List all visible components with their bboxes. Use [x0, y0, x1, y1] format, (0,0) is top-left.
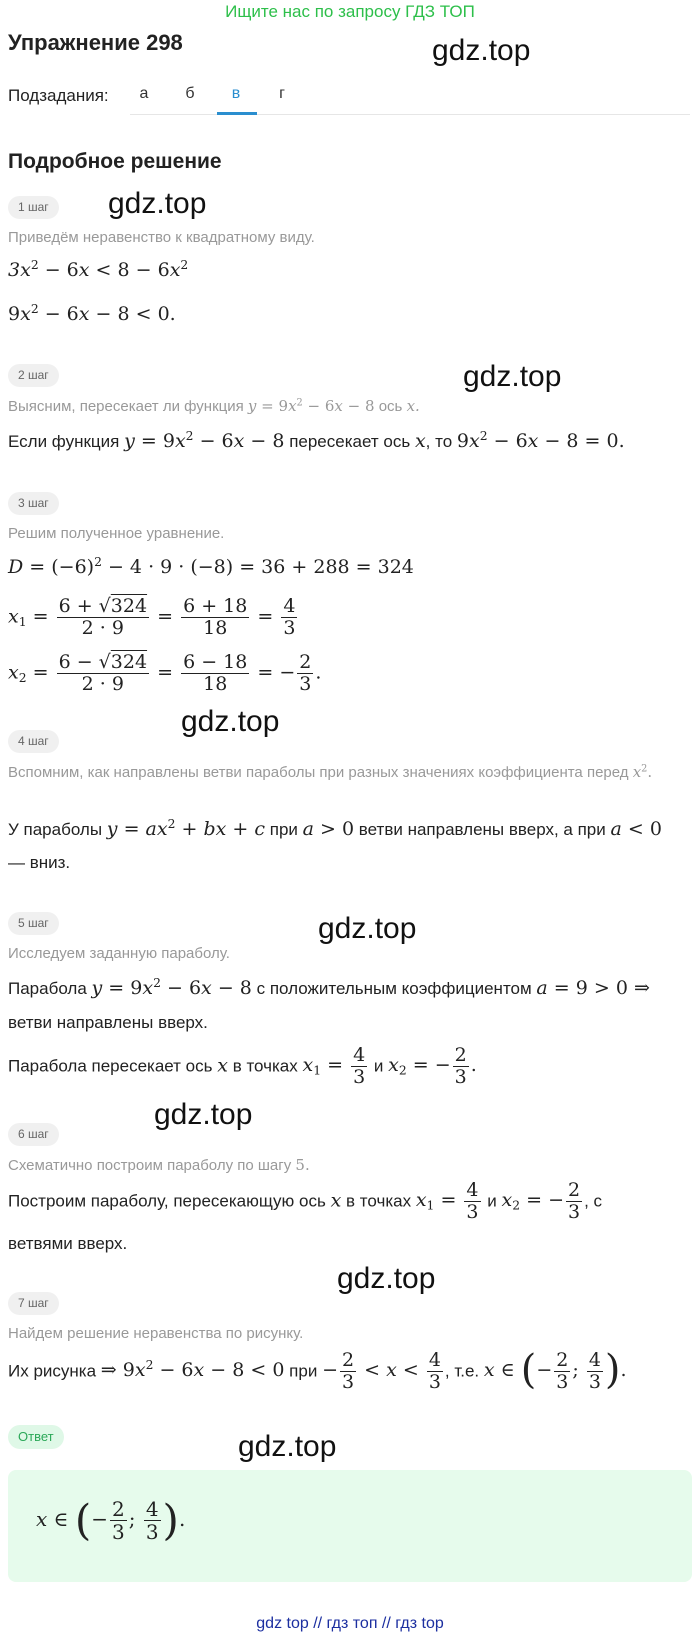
text-fragment: Их рисунка	[8, 1361, 97, 1381]
text-fragment: Парабола пересекает ось	[8, 1056, 213, 1076]
watermark: gdz.top	[181, 705, 280, 738]
text-fragment: , то	[425, 432, 453, 451]
tab-a[interactable]: а	[139, 85, 149, 102]
text-line: Их рисунка ⇒ $9x^2 - 6x - 8 < 0$ при − $\frac{2}{3}$ < x < $\frac{4}{3}$ , т.е. x ∈ (− $\frac{2}{3}$ ; $\frac{4}{3}$ ).	[8, 1347, 627, 1394]
step-badge: 6 шаг	[8, 1123, 59, 1146]
search-banner: Ищите нас по запросу ГДЗ ТОП	[225, 2, 475, 21]
text-fragment: Если функция	[8, 432, 120, 451]
math-line: $x_1$ = $\frac{6 + √324}{2 \cdot 9}$ = $\frac{6 + 18}{18}$ = $\frac{4}{3}$	[8, 595, 296, 639]
step-description: Найдем решение неравенства по рисунку.	[8, 1325, 304, 1342]
text-line: Парабола пересекает ось x в точках $x_1$ = $\frac{4}{3}$ и $x_2$ = − $\frac{2}{3}$ .	[8, 1044, 477, 1088]
step-text: ось	[378, 398, 403, 415]
active-tab-indicator	[217, 112, 257, 115]
tab-v[interactable]: в	[231, 85, 241, 102]
math-line: $9x^2 - 6x - 8 < 0$.	[8, 302, 176, 325]
text-line: Построим параболу, пересекающую ось x в точках $x_1$ = $\frac{4}{3}$ и $x_2$ = − $\frac{2}{3}$ , с	[8, 1179, 603, 1223]
footer-links[interactable]: gdz top // гдз топ // гдз top	[256, 1615, 444, 1632]
watermark: gdz.top	[432, 34, 531, 67]
page-title: Упражнение 298	[8, 30, 183, 55]
subtask-tabs	[130, 80, 690, 115]
answer-box	[8, 1470, 692, 1582]
step-ref: 5.	[295, 1156, 310, 1174]
step-description	[8, 1156, 698, 1174]
answer-formula: x ∈ (− $\frac{2}{3}$ ; $\frac{4}{3}$ ).	[36, 1495, 186, 1545]
watermark: gdz.top	[238, 1430, 337, 1463]
text-line: ветви направлены вверх.	[8, 1013, 208, 1032]
step-badge: 2 шаг	[8, 364, 59, 387]
tab-g[interactable]: г	[279, 85, 285, 102]
text-line: ветвями вверх.	[8, 1234, 128, 1253]
text-fragment: в точках	[232, 1056, 298, 1076]
text-fragment: с положительным коэффициентом	[256, 979, 532, 998]
text-line: — вниз.	[8, 853, 71, 872]
step-description: Вспомним, как направлены ветви параболы при разных значениях коэффициента перед $x^2$.	[8, 763, 653, 781]
subtasks-label: Подзадания:	[8, 86, 109, 105]
text-fragment: в точках	[346, 1191, 412, 1211]
step-description: Исследуем заданную параболу.	[8, 945, 230, 962]
text-fragment: и	[487, 1191, 497, 1211]
watermark: gdz.top	[463, 360, 562, 393]
math-line: $x_2$ = $\frac{6 - √324}{2 \cdot 9}$ = $\frac{6 - 18}{18}$ = − $\frac{2}{3}$ .	[8, 651, 322, 695]
answer-badge: Ответ	[8, 1425, 64, 1449]
step-text: Схематично построим параболу по шагу	[8, 1157, 292, 1174]
text-fragment: пересекает ось	[289, 432, 411, 451]
text-fragment: Построим параболу, пересекающую ось	[8, 1191, 326, 1211]
step-text: Выясним, пересекает ли функция	[8, 398, 244, 415]
text-fragment: , с	[584, 1191, 603, 1211]
text-fragment: , т.е.	[444, 1361, 480, 1381]
step-description: Приведём неравенство к квадратному виду.	[8, 229, 315, 246]
text-fragment: ветви направлены вверх, а при	[358, 820, 606, 839]
step-badge: 7 шаг	[8, 1292, 59, 1315]
math-line: $D = (-6)^2 - 4 \cdot 9 \cdot (-8) = 36 + 288 = 324$	[8, 555, 414, 578]
text-line: Если функция $y = 9x^2 - 6x - 8$ пересекает ось x, то $9x^2 - 6x - 8 = 0$.	[8, 429, 625, 452]
watermark: gdz.top	[318, 912, 417, 945]
text-line: Парабола $y = 9x^2 - 6x - 8$ с положительным коэффициентом a = 9 > 0 ⇒	[8, 976, 650, 999]
step-text: Вспомним, как направлены ветви параболы при разных значениях коэффициента перед	[8, 764, 629, 781]
text-fragment: при	[289, 1361, 318, 1381]
text-fragment: при	[269, 820, 298, 839]
step-description: Выясним, пересекает ли функция $y = 9x^2 - 6x - 8$ ось x.	[8, 397, 420, 415]
step-badge: 4 шаг	[8, 730, 59, 753]
step-badge: 3 шаг	[8, 492, 59, 515]
step-description: Решим полученное уравнение.	[8, 525, 225, 542]
solution-heading: Подробное решение	[8, 150, 222, 173]
text-fragment: Парабола	[8, 979, 87, 998]
tab-b[interactable]: б	[185, 85, 195, 102]
step-badge: 5 шаг	[8, 912, 59, 935]
step-badge: 1 шаг	[8, 196, 59, 219]
text-fragment: У параболы	[8, 820, 103, 839]
text-fragment: и	[373, 1056, 384, 1076]
text-line: У параболы $y = ax^2$ + bx + c при a > 0 ветви направлены вверх, а при a < 0	[8, 817, 662, 840]
watermark: gdz.top	[154, 1098, 253, 1131]
math-line: $3x^2 - 6x < 8 - 6x^2$	[8, 258, 189, 281]
watermark: gdz.top	[337, 1262, 436, 1295]
watermark: gdz.top	[108, 187, 207, 220]
